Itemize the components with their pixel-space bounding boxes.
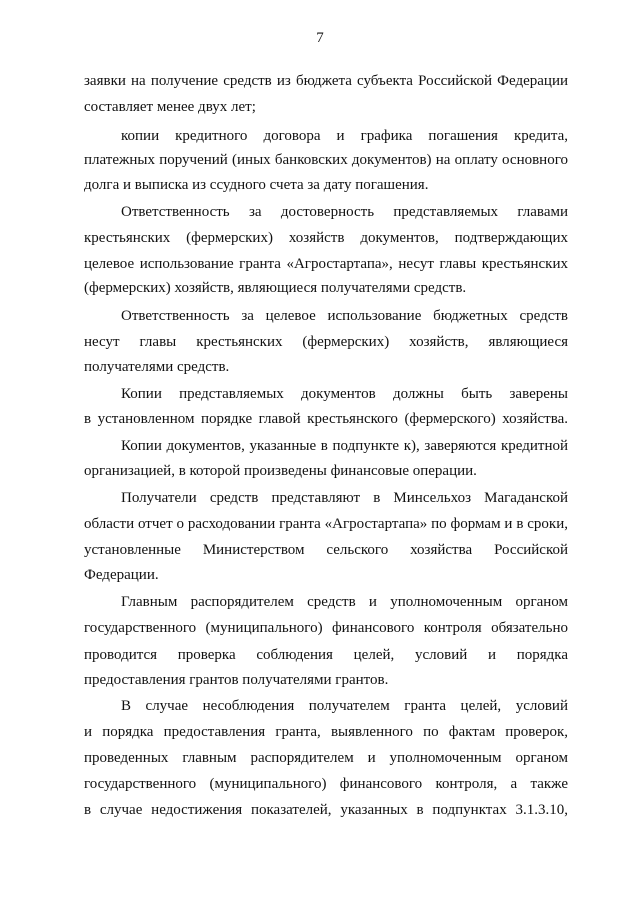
text-line: составляет менее двух лет; xyxy=(84,99,256,115)
text-line: платежных поручений (иных банковских документов) на оплату основного xyxy=(84,152,568,168)
text-line: государственного (муниципального) финансового контроля обязательно xyxy=(84,620,568,636)
text-line: Ответственность за целевое использование бюджетных средств xyxy=(121,308,568,324)
text-line: долга и выписка из ссудного счета за дату погашения. xyxy=(84,177,429,193)
text-line: копии кредитного договора и графика погашения кредита, xyxy=(121,128,568,144)
text-line: несут главы крестьянских (фермерских) хозяйств, являющиеся xyxy=(84,334,568,350)
text-line: в установленном порядке главой крестьянского (фермерского) хозяйства. xyxy=(84,411,568,427)
text-line: проведенных главным распорядителем и уполномоченным органом xyxy=(84,750,568,766)
text-line: Главным распорядителем средств и уполномоченным органом xyxy=(121,594,568,610)
text-line: государственного (муниципального) финансового контроля, а также xyxy=(84,776,568,792)
text-line: организацией, в которой произведены финансовые операции. xyxy=(84,463,477,479)
text-line: получателями средств. xyxy=(84,359,230,375)
text-line: Федерации. xyxy=(84,567,159,583)
text-line: Копии представляемых документов должны быть заверены xyxy=(121,386,568,402)
page-number: 7 xyxy=(316,30,324,46)
text-line: Ответственность за достоверность представляемых главами xyxy=(121,204,568,220)
text-line: установленные Министерством сельского хозяйства Российской xyxy=(84,542,568,558)
text-line: предоставления грантов получателями грантов. xyxy=(84,672,389,688)
text-line: целевое использование гранта «Агростартапа», несут главы крестьянских xyxy=(84,256,568,272)
text-line: (фермерских) хозяйств, являющиеся получателями средств. xyxy=(84,280,467,296)
text-line: в случае недостижения показателей, указанных в подпунктах 3.1.3.10, xyxy=(84,802,568,818)
text-line: проводится проверка соблюдения целей, условий и порядка xyxy=(84,647,568,663)
text-line: области отчет о расходовании гранта «Агростартапа» по формам и в сроки, xyxy=(84,516,568,532)
text-line: заявки на получение средств из бюджета субъекта Российской Федерации xyxy=(84,73,568,89)
text-line: Получатели средств представляют в Минсельхоз Магаданской xyxy=(121,490,568,506)
text-line: крестьянских (фермерских) хозяйств документов, подтверждающих xyxy=(84,230,568,246)
text-line: Копии документов, указанные в подпункте к), заверяются кредитной xyxy=(121,438,568,454)
text-line: В случае несоблюдения получателем гранта целей, условий xyxy=(121,698,568,714)
text-line: и порядка предоставления гранта, выявленного по фактам проверок, xyxy=(84,724,568,740)
